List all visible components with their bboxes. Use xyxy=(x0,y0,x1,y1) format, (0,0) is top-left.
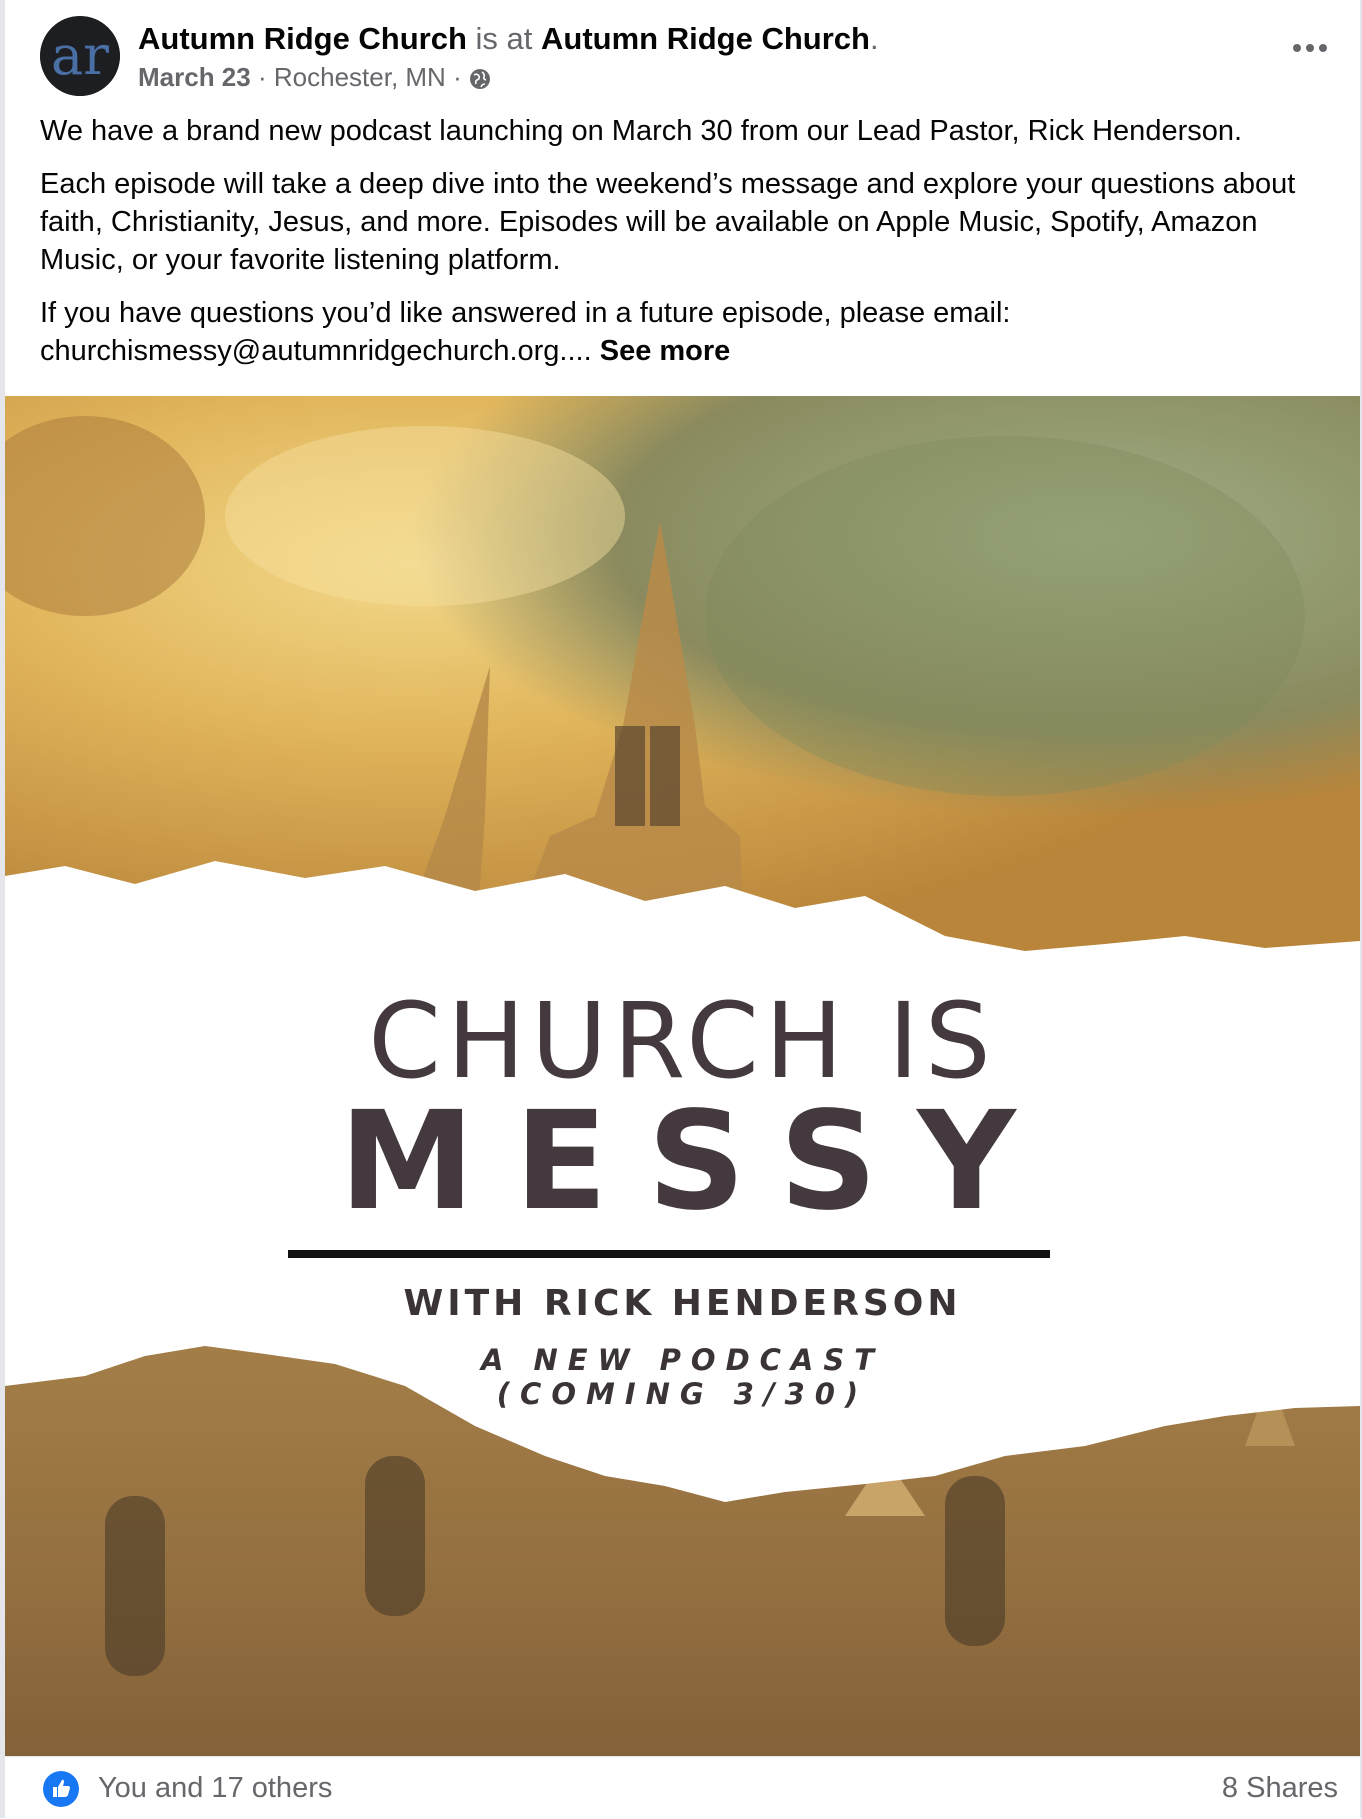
post-subline xyxy=(138,60,879,94)
post-paragraph-last xyxy=(40,294,1340,370)
page-avatar[interactable] xyxy=(40,16,120,96)
see-more-link[interactable]: See more xyxy=(599,335,731,367)
podcast-title-line1: CHURCH IS xyxy=(368,980,997,1102)
post-date[interactable]: March 23 xyxy=(138,62,251,92)
title-divider xyxy=(288,1250,1050,1258)
reactions-count[interactable]: You and 17 others xyxy=(98,1772,333,1804)
shares-count[interactable]: 8 Shares xyxy=(1221,1772,1338,1804)
podcast-title-line2: MESSY xyxy=(339,1083,1056,1241)
post-meta xyxy=(138,20,879,94)
globe-icon[interactable] xyxy=(468,65,492,89)
podcast-tagline-1: A NEW PODCAST xyxy=(480,1343,885,1377)
podcast-tagline-2: (COMING 3/30) xyxy=(496,1377,869,1411)
separator-dot-2: · xyxy=(453,62,462,92)
post-paragraph: We have a brand new podcast launching on March 30 from our Lead Pastor, Rick Henderson. xyxy=(40,115,1243,147)
avatar-logo-text: ar xyxy=(50,24,110,87)
post-paragraph-text: If you have questions you’d like answered in a future episode, please email: churchismessy@autumnridgechurch.org.... xyxy=(40,297,1011,367)
location-name[interactable]: Autumn Ridge Church xyxy=(541,21,870,56)
period: . xyxy=(869,21,879,56)
more-options-icon[interactable] xyxy=(1290,38,1330,58)
post-author-line xyxy=(138,20,879,58)
post-paragraph: Each episode will take a deep dive into the weekend’s message and explore your questions about faith, Christianity, Jesus, and more. Episodes will be available on Apple Music, Spotify, Amazon Music, or your favorite listening platform. xyxy=(40,168,1296,276)
separator-dot: · xyxy=(257,62,267,92)
podcast-subtitle: WITH RICK HENDERSON xyxy=(403,1283,962,1324)
is-at-text: is at xyxy=(475,21,533,56)
post-city[interactable]: Rochester, MN xyxy=(273,62,446,92)
post-header xyxy=(40,16,1330,102)
post-text xyxy=(40,112,1340,385)
post-footer xyxy=(5,1756,1360,1819)
author-name[interactable]: Autumn Ridge Church xyxy=(138,21,467,56)
separator xyxy=(251,60,258,94)
podcast-cover-image[interactable] xyxy=(5,396,1360,1756)
like-icon[interactable] xyxy=(43,1771,79,1807)
